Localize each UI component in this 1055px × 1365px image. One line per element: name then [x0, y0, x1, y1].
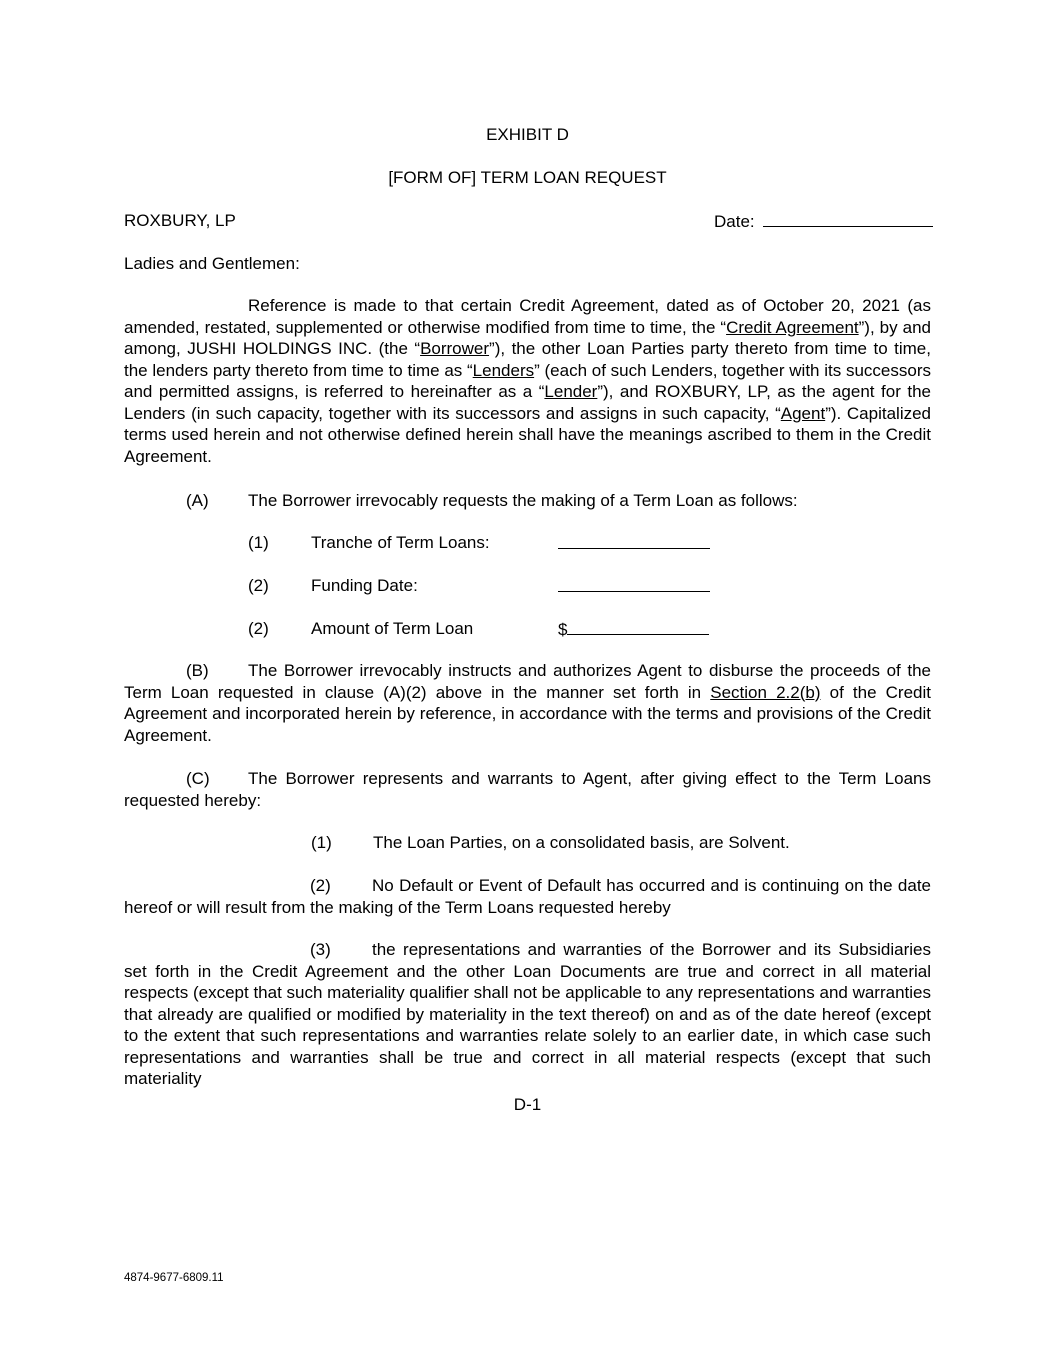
- section-c-item-number: (2): [310, 876, 331, 895]
- intro-text: , as the agent for the Lenders (in such capacity, together with its successors and assigns in such capacity, “: [124, 382, 931, 423]
- section-c: [124, 768, 931, 811]
- section-a-text: The Borrower irrevocably requests the making of a Term Loan as follows:: [248, 491, 798, 510]
- page-number: D-1: [513, 1095, 542, 1114]
- exhibit-title: EXHIBIT D: [486, 125, 569, 144]
- intro-text: ”), by and among,: [124, 317, 931, 358]
- section-c-item-text: No Default or Event of Default has occurred and is continuing on the date hereof or will result from the making of the Term Loans requested hereby: [124, 876, 931, 917]
- tranche-field: [558, 532, 710, 555]
- item-number: (1): [248, 533, 269, 552]
- item-label: Tranche of Term Loans:: [311, 533, 490, 552]
- defined-term-agent: Agent: [780, 403, 826, 423]
- item-label: Amount of Term Loan: [311, 619, 474, 638]
- intro-text: (the “: [372, 339, 421, 358]
- defined-term-credit-agreement: Credit Agreement: [726, 317, 859, 337]
- intro-text: ” (each of such Lenders, together with its successors and permitted assigns, is referred to hereinafter as a “: [124, 360, 931, 401]
- date-label: Date:: [714, 212, 755, 231]
- section-c-item-number: (3): [310, 940, 331, 959]
- document-id: 4874-9677-6809.11: [124, 1272, 224, 1284]
- section-c-item: [124, 875, 931, 918]
- section-c-item-text: the representations and warranties of the Borrower and its Subsidiaries set forth in the Credit Agreement and the other Loan Documents are true and correct in all material respects (except that such materiality qualifier shall not be applicable to any representations and warranties that already are qualified or modified by materiality in the text thereof) on and as of the date hereof (except to the extent that such representations and warranties relate solely to an earlier date, in which case such representations and warranties shall be true and correct in all material respects (except that such materiality: [124, 940, 931, 1088]
- intro-text: ”). Capitalized terms used herein and not otherwise defined herein shall have the meanings ascribed to them in the Credit Agreement.: [124, 403, 932, 466]
- funding-date-field: [558, 575, 710, 598]
- intro-text: ”), and: [597, 382, 655, 401]
- section-b-label: (B): [186, 661, 209, 680]
- defined-term-lender: Lender: [544, 382, 598, 401]
- section-c-text: The Borrower represents and warrants to Agent, after giving effect to the Term Loans requested hereby:: [124, 769, 931, 810]
- form-title: [FORM OF] TERM LOAN REQUEST: [388, 168, 667, 187]
- agent-name: ROXBURY, LP: [654, 382, 767, 401]
- tranche-blank: [558, 532, 710, 549]
- borrower-name: JUSHI HOLDINGS INC.: [187, 339, 373, 358]
- item-prefix: $: [558, 620, 568, 639]
- defined-term-lenders: Lenders: [472, 360, 535, 380]
- section-b-text: of the Credit Agreement and incorporated herein by reference, in accordance with the terms and provisions of the Credit Agreement.: [124, 682, 932, 745]
- section-c-label: (C): [186, 769, 210, 788]
- item-number: (2): [248, 576, 269, 595]
- intro-text: ”), the other Loan Parties party thereto from time to time, the lenders party thereto from time to time as “: [124, 339, 931, 380]
- addressee: ROXBURY, LP: [124, 211, 236, 230]
- intro-paragraph: [124, 295, 931, 467]
- section-reference: Section 2.2(b): [710, 682, 821, 702]
- item-number: (2): [248, 619, 269, 638]
- section-a-label: (A): [186, 491, 209, 510]
- section-b: [124, 660, 931, 746]
- salutation: Ladies and Gentlemen:: [124, 254, 300, 273]
- intro-text: Reference is made to that certain Credit Agreement, dated as of October 20, 2021 (as amended, restated, supplemented or otherwise modified from time to time, the “: [124, 296, 931, 337]
- date-line: [714, 210, 933, 233]
- section-c-item-text: The Loan Parties, on a consolidated basis, are Solvent.: [373, 833, 790, 852]
- amount-field: [558, 618, 709, 641]
- section-c-item: [124, 939, 931, 1090]
- amount-blank: [567, 618, 709, 635]
- section-c-item-number: (1): [311, 833, 332, 852]
- section-b-text: The Borrower irrevocably instructs and authorizes Agent to disburse the proceeds of the Term Loan requested in clause (A)(2) above in the manner set forth in: [124, 661, 931, 702]
- defined-term-borrower: Borrower: [420, 339, 490, 358]
- item-label: Funding Date:: [311, 576, 418, 595]
- funding-date-blank: [558, 575, 710, 592]
- date-blank: [763, 210, 933, 227]
